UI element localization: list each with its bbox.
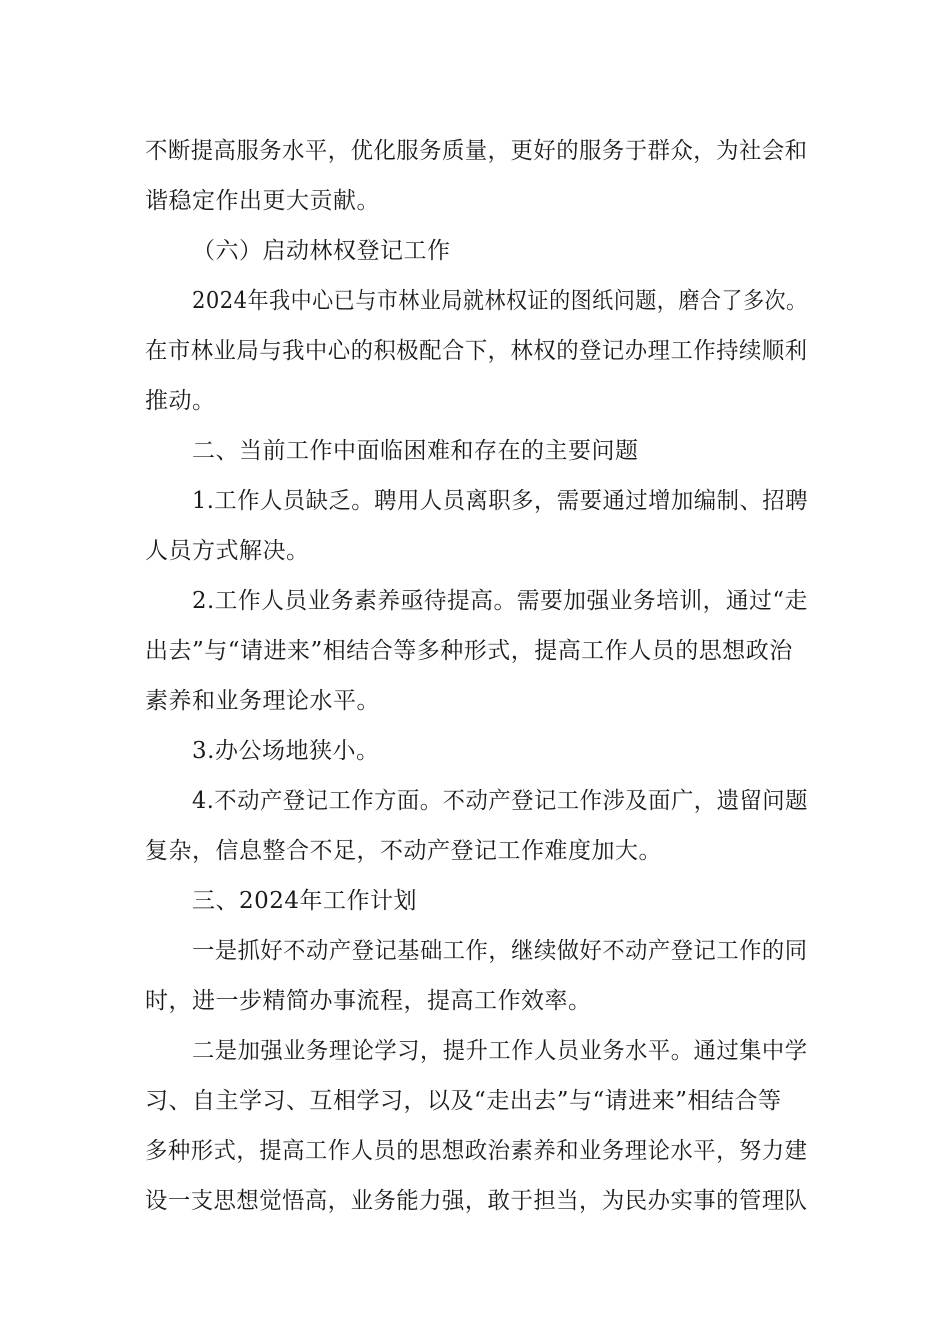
text-line: 3.办公场地狭小。 — [192, 738, 380, 764]
text-line: 一是抓好不动产登记基础工作，继续做好不动产登记工作的同 — [192, 938, 808, 964]
section-heading: 三、2024年工作计划 — [192, 888, 418, 914]
text-line: 4.不动产登记工作方面。不动产登记工作涉及面广，遗留问题 — [192, 788, 808, 814]
text-line: 素养和业务理论水平。 — [145, 688, 380, 714]
section-heading: （六）启动林权登记工作 — [192, 238, 451, 264]
text-line: 设一支思想觉悟高，业务能力强，敢于担当，为民办实事的管理队 — [145, 1188, 808, 1214]
text-line: 推动。 — [145, 388, 216, 414]
text-line: 不断提高服务水平，优化服务质量，更好的服务于群众，为社会和 — [145, 138, 808, 164]
text-line: 复杂，信息整合不足，不动产登记工作难度加大。 — [145, 838, 662, 864]
text-line: 1.工作人员缺乏。聘用人员离职多，需要通过增加编制、招聘 — [192, 488, 808, 514]
text-line: 出去”与“请进来”相结合等多种形式，提高工作人员的思想政治 — [145, 638, 793, 664]
text-line: 2.工作人员业务素养亟待提高。需要加强业务培训，通过“走 — [192, 588, 808, 614]
text-line: 人员方式解决。 — [145, 538, 310, 564]
text-line: 时，进一步精简办事流程，提高工作效率。 — [145, 988, 592, 1014]
text-line: 多种形式，提高工作人员的思想政治素养和业务理论水平，努力建 — [145, 1138, 808, 1164]
text-line: 习、自主学习、互相学习，以及“走出去”与“请进来”相结合等 — [145, 1088, 782, 1114]
text-line: 在市林业局与我中心的积极配合下，林权的登记办理工作持续顺利 — [145, 338, 808, 364]
text-line: 谐稳定作出更大贡献。 — [145, 188, 380, 214]
text-line: 二是加强业务理论学习，提升工作人员业务水平。通过集中学 — [192, 1038, 808, 1064]
text-line: 2024年我中心已与市林业局就林权证的图纸问题，磨合了多次。 — [192, 288, 808, 314]
section-heading: 二、当前工作中面临困难和存在的主要问题 — [192, 438, 639, 464]
